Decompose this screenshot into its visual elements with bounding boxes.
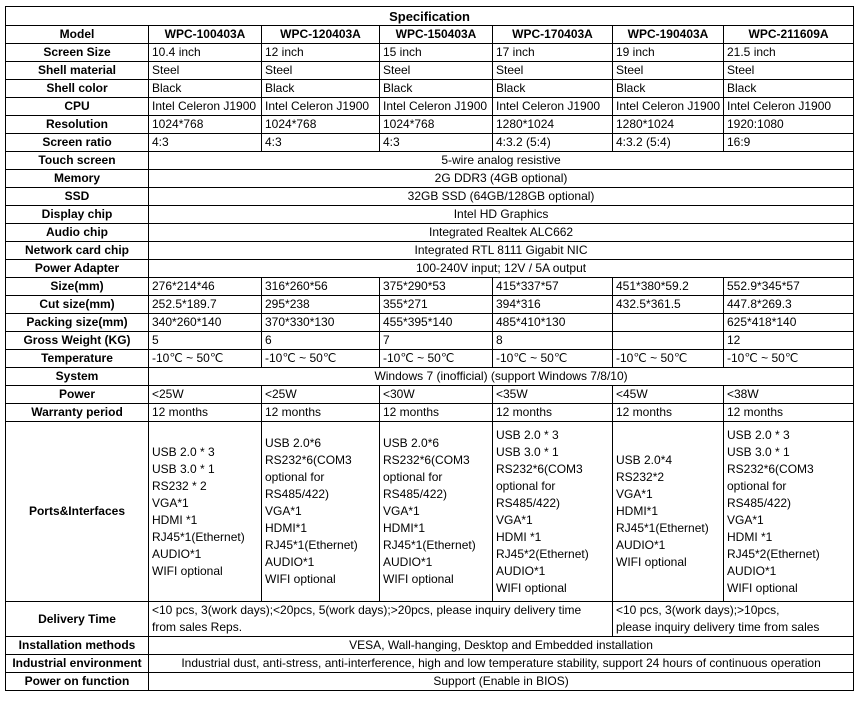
cell-value: 1024*768 — [262, 116, 380, 134]
cell-value: Black — [613, 80, 724, 98]
cell-value: 17 inch — [493, 44, 613, 62]
port-item: VGA*1 — [265, 504, 302, 518]
row-label: Power — [6, 386, 149, 404]
row-temperature — [6, 350, 854, 368]
model-name: WPC-190403A — [613, 26, 724, 44]
cell-value: 432.5*361.5 — [613, 296, 724, 314]
row-cut-size-mm — [6, 296, 854, 314]
title-row — [6, 7, 854, 26]
row-cpu — [6, 98, 854, 116]
row-network-card-chip — [6, 242, 854, 260]
row-label: Audio chip — [6, 224, 149, 242]
delivery-line: from sales Reps. — [152, 620, 243, 634]
row-ssd — [6, 188, 854, 206]
row-label: SSD — [6, 188, 149, 206]
ports-list — [493, 422, 613, 602]
cell-value: 1920:1080 — [724, 116, 854, 134]
port-item: AUDIO*1 — [152, 546, 202, 561]
spanned-value: 32GB SSD (64GB/128GB optional) — [149, 188, 854, 206]
port-item: WIFI optional — [616, 555, 687, 569]
port-item: RJ45*1(Ethernet) — [265, 538, 358, 552]
row-display-chip — [6, 206, 854, 224]
cell-value: Steel — [724, 62, 854, 80]
port-item: HDMI*1 — [616, 504, 659, 518]
cell-value: 8 — [493, 332, 613, 350]
port-item: USB 2.0*4 — [616, 453, 673, 467]
port-item: USB 2.0 * 3 — [152, 444, 215, 459]
row-packing-size-mm — [6, 314, 854, 332]
cell-value — [613, 314, 724, 332]
port-item: HDMI *1 — [727, 529, 773, 544]
row-size-mm — [6, 278, 854, 296]
row-audio-chip — [6, 224, 854, 242]
port-item: USB 2.0*6 — [383, 436, 440, 450]
port-item: RS485/422) — [496, 495, 561, 510]
cell-value: <30W — [380, 386, 493, 404]
port-item: optional for — [383, 470, 443, 484]
row-power-on-function — [6, 673, 854, 691]
row-industrial-environment — [6, 655, 854, 673]
model-name: WPC-170403A — [493, 26, 613, 44]
model-name: WPC-150403A — [380, 26, 493, 44]
cell-value: 4:3.2 (5:4) — [613, 134, 724, 152]
port-item: USB 3.0 * 1 — [496, 444, 559, 459]
cell-value: -10℃ ~ 50℃ — [493, 350, 613, 368]
row-power-adapter — [6, 260, 854, 278]
cell-value: 12 months — [149, 404, 262, 422]
cell-value: 1024*768 — [380, 116, 493, 134]
cell-value: 1280*1024 — [613, 116, 724, 134]
row-label: Resolution — [6, 116, 149, 134]
cell-value: Steel — [380, 62, 493, 80]
cell-value: 552.9*345*57 — [724, 278, 854, 296]
port-item: AUDIO*1 — [496, 563, 546, 578]
cell-value: 4:3 — [262, 134, 380, 152]
cell-value: Black — [724, 80, 854, 98]
cell-value: <25W — [262, 386, 380, 404]
row-label: Warranty period — [6, 404, 149, 422]
row-resolution — [6, 116, 854, 134]
port-item: AUDIO*1 — [727, 563, 777, 578]
cell-value: 12 months — [493, 404, 613, 422]
cell-value: 340*260*140 — [149, 314, 262, 332]
port-item: RJ45*2(Ethernet) — [727, 546, 820, 561]
row-label: System — [6, 368, 149, 386]
port-item: RJ45*1(Ethernet) — [383, 538, 476, 552]
cell-value: 15 inch — [380, 44, 493, 62]
port-item: USB 3.0 * 1 — [152, 461, 215, 476]
port-item: WIFI optional — [727, 580, 798, 595]
cell-value: Steel — [613, 62, 724, 80]
cell-value: 12 — [724, 332, 854, 350]
port-item: VGA*1 — [616, 487, 653, 501]
row-screen-ratio — [6, 134, 854, 152]
spanned-value: VESA, Wall-hanging, Desktop and Embedded installation — [149, 637, 854, 655]
cell-value: -10℃ ~ 50℃ — [149, 350, 262, 368]
port-item: RS232*6(COM3 — [496, 461, 583, 476]
port-item: optional for — [496, 478, 556, 493]
delivery-line: please inquiry delivery time from sales — [616, 620, 820, 634]
row-label: Packing size(mm) — [6, 314, 149, 332]
cell-value — [613, 332, 724, 350]
cell-value: Black — [380, 80, 493, 98]
cell-value: Black — [149, 80, 262, 98]
cell-value: Intel Celeron J1900 — [149, 98, 262, 116]
delivery-line: <10 pcs, 3(work days);<20pcs, 5(work days);>20pcs, please inquiry delivery time — [152, 603, 582, 617]
row-shell-material — [6, 62, 854, 80]
row-label: Shell material — [6, 62, 149, 80]
port-item: WIFI optional — [383, 572, 454, 586]
cell-value: 16:9 — [724, 134, 854, 152]
cell-value: -10℃ ~ 50℃ — [380, 350, 493, 368]
cell-value: Steel — [149, 62, 262, 80]
port-item: RS232*6(COM3 — [265, 453, 352, 467]
cell-value: Black — [262, 80, 380, 98]
ports-list — [380, 422, 493, 602]
port-item: RS232*6(COM3 — [727, 461, 814, 476]
cell-value: 19 inch — [613, 44, 724, 62]
cell-value: 625*418*140 — [724, 314, 854, 332]
port-item: RJ45*2(Ethernet) — [496, 546, 589, 561]
cell-value: 252.5*189.7 — [149, 296, 262, 314]
delivery-standard — [149, 602, 613, 637]
row-label: Memory — [6, 170, 149, 188]
row-ports-interfaces — [6, 422, 854, 602]
port-item: WIFI optional — [496, 580, 567, 595]
ports-list — [724, 422, 854, 602]
row-label: Shell color — [6, 80, 149, 98]
row-label: Model — [6, 26, 149, 44]
spanned-value: 100-240V input; 12V / 5A output — [149, 260, 854, 278]
port-item: HDMI*1 — [383, 521, 426, 535]
cell-value: 455*395*140 — [380, 314, 493, 332]
port-item: USB 2.0*6 — [265, 436, 322, 450]
cell-value: <38W — [724, 386, 854, 404]
port-item: USB 2.0 * 3 — [496, 427, 559, 442]
cell-value: <25W — [149, 386, 262, 404]
port-item: RS485/422) — [265, 487, 330, 501]
port-item: VGA*1 — [727, 512, 764, 527]
cell-value: 316*260*56 — [262, 278, 380, 296]
cell-value: 6 — [262, 332, 380, 350]
row-label: CPU — [6, 98, 149, 116]
cell-value: <35W — [493, 386, 613, 404]
ports-list — [613, 422, 724, 602]
port-item: AUDIO*1 — [265, 555, 315, 569]
row-gross-weight-kg — [6, 332, 854, 350]
cell-value: Steel — [262, 62, 380, 80]
port-item: WIFI optional — [265, 572, 336, 586]
port-item: AUDIO*1 — [616, 538, 666, 552]
delivery-large — [613, 602, 854, 637]
table-title: Specification — [6, 7, 854, 26]
cell-value: Intel Celeron J1900 — [724, 98, 854, 116]
row-power — [6, 386, 854, 404]
cell-value: 1280*1024 — [493, 116, 613, 134]
cell-value: 394*316 — [493, 296, 613, 314]
cell-value: -10℃ ~ 50℃ — [724, 350, 854, 368]
cell-value: 276*214*46 — [149, 278, 262, 296]
spanned-value: Support (Enable in BIOS) — [149, 673, 854, 691]
cell-value: 21.5 inch — [724, 44, 854, 62]
delivery-line: <10 pcs, 3(work days);>10pcs, — [616, 603, 780, 617]
cell-value: <45W — [613, 386, 724, 404]
port-item: AUDIO*1 — [383, 555, 433, 569]
cell-value: 10.4 inch — [149, 44, 262, 62]
port-item: RS485/422) — [727, 495, 792, 510]
cell-value: Intel Celeron J1900 — [262, 98, 380, 116]
model-name: WPC-211609A — [724, 26, 854, 44]
cell-value: 355*271 — [380, 296, 493, 314]
port-item: RJ45*1(Ethernet) — [616, 521, 709, 535]
cell-value: Steel — [493, 62, 613, 80]
cell-value: 12 months — [262, 404, 380, 422]
row-delivery-time — [6, 602, 854, 637]
row-label: Power Adapter — [6, 260, 149, 278]
port-item: WIFI optional — [152, 563, 223, 578]
spanned-value: 5-wire analog resistive — [149, 152, 854, 170]
cell-value: 12 months — [380, 404, 493, 422]
row-label: Cut size(mm) — [6, 296, 149, 314]
port-item: optional for — [265, 470, 325, 484]
port-item: HDMI*1 — [265, 521, 308, 535]
port-item: RS232*2 — [616, 470, 665, 484]
row-memory — [6, 170, 854, 188]
spanned-value: 2G DDR3 (4GB optional) — [149, 170, 854, 188]
row-model — [6, 26, 854, 44]
row-label: Installation methods — [6, 637, 149, 655]
row-shell-color — [6, 80, 854, 98]
row-label: Delivery Time — [6, 602, 149, 637]
row-touch-screen — [6, 152, 854, 170]
cell-value: 12 months — [613, 404, 724, 422]
cell-value: 295*238 — [262, 296, 380, 314]
spanned-value: Integrated RTL 8111 Gigabit NIC — [149, 242, 854, 260]
port-item: RS232*6(COM3 — [383, 453, 470, 467]
model-name: WPC-120403A — [262, 26, 380, 44]
cell-value: -10℃ ~ 50℃ — [613, 350, 724, 368]
cell-value: Intel Celeron J1900 — [613, 98, 724, 116]
spanned-value: Industrial dust, anti-stress, anti-interference, high and low temperature stability, support 24 hours of continuous operation — [149, 655, 854, 673]
cell-value: 370*330*130 — [262, 314, 380, 332]
ports-list — [262, 422, 380, 602]
port-item: USB 2.0 * 3 — [727, 427, 790, 442]
row-label: Industrial environment — [6, 655, 149, 673]
cell-value: 1024*768 — [149, 116, 262, 134]
port-item: VGA*1 — [383, 504, 420, 518]
port-item: VGA*1 — [152, 495, 189, 510]
row-system — [6, 368, 854, 386]
row-label: Screen Size — [6, 44, 149, 62]
cell-value: Intel Celeron J1900 — [493, 98, 613, 116]
cell-value: -10℃ ~ 50℃ — [262, 350, 380, 368]
row-label: Size(mm) — [6, 278, 149, 296]
cell-value: 451*380*59.2 — [613, 278, 724, 296]
port-item: USB 3.0 * 1 — [727, 444, 790, 459]
cell-value: 12 inch — [262, 44, 380, 62]
cell-value: 4:3.2 (5:4) — [493, 134, 613, 152]
spanned-value: Integrated Realtek ALC662 — [149, 224, 854, 242]
cell-value: 415*337*57 — [493, 278, 613, 296]
cell-value: 12 months — [724, 404, 854, 422]
cell-value: 4:3 — [380, 134, 493, 152]
port-item: HDMI *1 — [496, 529, 542, 544]
row-screen-size — [6, 44, 854, 62]
row-label: Power on function — [6, 673, 149, 691]
specification-body — [6, 7, 854, 691]
row-label: Display chip — [6, 206, 149, 224]
port-item: HDMI *1 — [152, 512, 198, 527]
row-label: Gross Weight (KG) — [6, 332, 149, 350]
spanned-value: Windows 7 (inofficial) (support Windows 7/8/10) — [149, 368, 854, 386]
row-label: Screen ratio — [6, 134, 149, 152]
cell-value: Intel Celeron J1900 — [380, 98, 493, 116]
cell-value: 5 — [149, 332, 262, 350]
port-item: RJ45*1(Ethernet) — [152, 529, 245, 544]
cell-value: 4:3 — [149, 134, 262, 152]
port-item: RS485/422) — [383, 487, 448, 501]
spanned-value: Intel HD Graphics — [149, 206, 854, 224]
cell-value: 485*410*130 — [493, 314, 613, 332]
port-item: optional for — [727, 478, 787, 493]
row-installation-methods — [6, 637, 854, 655]
port-item: VGA*1 — [496, 512, 533, 527]
ports-list — [149, 422, 262, 602]
row-label: Network card chip — [6, 242, 149, 260]
specification-table — [5, 6, 854, 691]
row-label: Touch screen — [6, 152, 149, 170]
row-label: Ports&Interfaces — [6, 422, 149, 602]
cell-value: 447.8*269.3 — [724, 296, 854, 314]
port-item: RS232 * 2 — [152, 478, 207, 493]
row-label: Temperature — [6, 350, 149, 368]
cell-value: Black — [493, 80, 613, 98]
model-name: WPC-100403A — [149, 26, 262, 44]
cell-value: 7 — [380, 332, 493, 350]
cell-value: 375*290*53 — [380, 278, 493, 296]
row-warranty-period — [6, 404, 854, 422]
